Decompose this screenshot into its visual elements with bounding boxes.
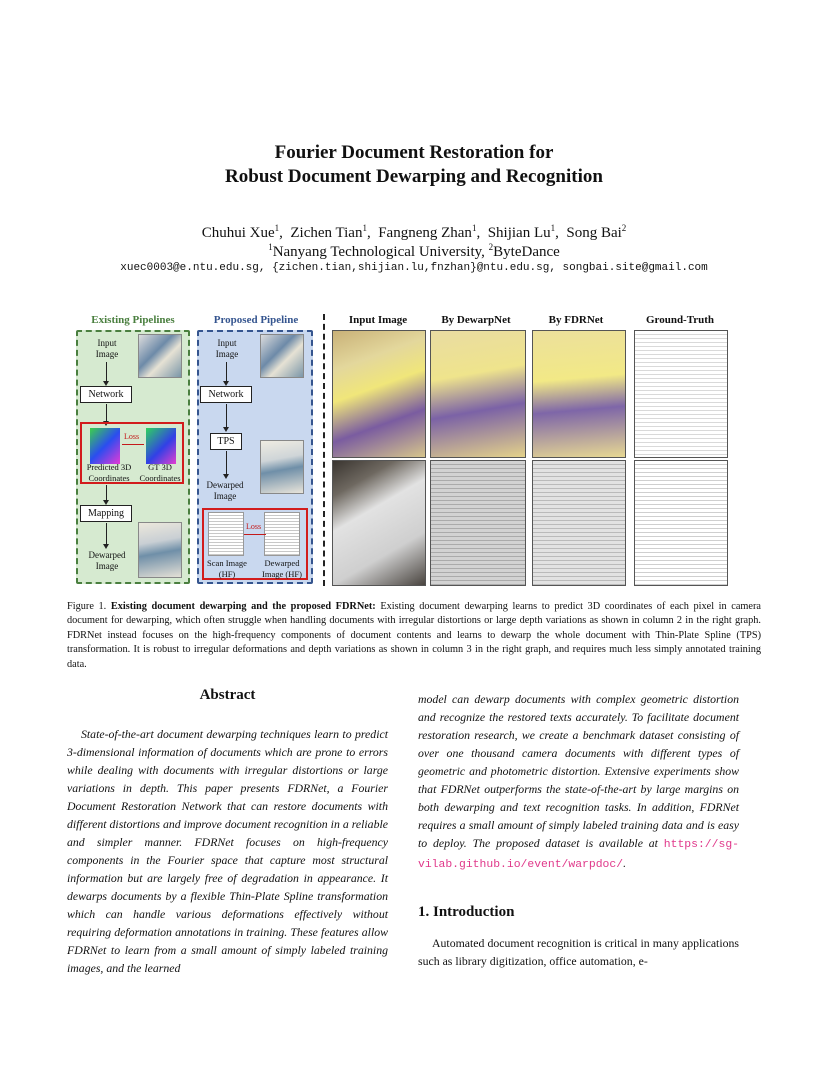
input-image-label bbox=[86, 338, 128, 360]
dewarped-line: Image bbox=[213, 491, 237, 501]
author-list: Chuhui Xue$^1$, Zichen Tian$^1$, Fangneng Zhan$^1$, Shijian Lu$^1$, Song Bai$^2$ bbox=[201, 223, 627, 241]
author-affil-sup: 1 bbox=[274, 223, 280, 233]
mapping-box: Mapping bbox=[80, 505, 132, 522]
input-label-line: Image bbox=[215, 349, 239, 359]
input-label-line: Image bbox=[95, 349, 119, 359]
abstract-right-column bbox=[418, 690, 739, 874]
flow-arrow bbox=[106, 523, 107, 545]
dewarped-line: Dewarped bbox=[88, 550, 126, 560]
affil-sup: 1 bbox=[268, 242, 273, 252]
figure-caption bbox=[67, 600, 761, 672]
caption-text: Existing document dewarping learns to predict 3D coordinates of each pixel in camera document for dewarping, which often struggle when handling documents with irregular distortions or large depth variations as shown in column 2 in the right graph. FDRNet instead focuses on the high-frequency components of document contents and learns to dewarp the whole document with Thin-Plate Spline (TPS) transformation. It is robust to irregular deformations and depth variations as shown in column 3 in the right graph, and requires much less simply annotated training data. bbox=[67, 601, 761, 670]
title-line-1: Fourier Document Restoration for bbox=[274, 142, 554, 163]
input-label-line: Input bbox=[97, 338, 117, 348]
dataset-link[interactable]: https://sg-vilab.github.io/event/warpdoc/ bbox=[418, 839, 739, 871]
abstract-left-column: State-of-the-art document dewarping techniques learn to predict 3-dimensional information of documents which are prone to errors while dealing with documents with irregular distortions or large variations in depth. This paper presents FDRNet, a Fourier Document Restoration Network that can restore documents with different distortions and improve document recognition in a reliable and simpler manner. FDRNet focuses on high-frequency components in the Fourier space that capture most structural information but are largely free of degradation in appearance. It dewarps documents by a flexible Thin-Plate Spline transformation which can handle various deformations effectively without requiring deformation annotations in training. These features allow FDRNet to learn from a small amount of simply labeled training images, and the learned bbox=[67, 727, 388, 975]
flow-arrow bbox=[106, 362, 107, 382]
tps-dewarped-thumbnail bbox=[260, 440, 304, 494]
author-affil-sup: 2 bbox=[621, 223, 627, 233]
input-image-label bbox=[206, 338, 248, 360]
author: Zichen Tian bbox=[290, 225, 363, 241]
flow-arrow bbox=[106, 485, 107, 501]
scan-line: (HF) bbox=[218, 569, 236, 579]
col-header-ground-truth: Ground-Truth bbox=[645, 314, 715, 326]
flow-arrow bbox=[106, 404, 107, 422]
input-document-thumbnail bbox=[260, 334, 304, 378]
abstract-right-text: model can dewarp documents with complex geometric distortion and recognize the restored texts accurately. To facilitate document restoration research, we create a benchmark dataset consisting of over one thousand camera documents with different types of geometric and photometric distortion. Extensive experiments show that FDRNet outperforms the state-of-the-art by large margins on both dewarping and text recognition tasks. In addition, FDRNet requires a small amount of simply labeled training data and is easy to deploy. The proposed dataset is available at bbox=[418, 692, 739, 850]
proposed-pipeline-heading: Proposed Pipeline bbox=[213, 314, 299, 326]
gt3d-line: GT 3D bbox=[148, 462, 172, 472]
dewarped-document-thumbnail bbox=[138, 522, 182, 578]
scan-image-label bbox=[204, 558, 250, 580]
tps-box: TPS bbox=[210, 433, 242, 450]
dewarped-image-label bbox=[202, 480, 248, 502]
flow-arrow bbox=[226, 362, 227, 382]
gt-3d-label bbox=[136, 462, 184, 484]
loss-arrow bbox=[244, 534, 266, 535]
network-box: Network bbox=[200, 386, 252, 403]
col-header-input: Input Image bbox=[348, 314, 408, 326]
affil-sup: 2 bbox=[488, 242, 494, 252]
figure-1 bbox=[66, 312, 728, 590]
existing-pipelines-heading: Existing Pipelines bbox=[91, 314, 175, 326]
pred3d-line: Predicted 3D bbox=[86, 462, 132, 472]
author-affil-sup: 1 bbox=[362, 223, 367, 233]
gt3d-line: Coordinates bbox=[139, 473, 181, 483]
author: Song Bai bbox=[566, 225, 622, 241]
loss-label: Loss bbox=[124, 432, 140, 441]
author: Shijian Lu bbox=[487, 225, 551, 241]
ground-truth-magazine bbox=[634, 330, 728, 458]
dewarpnet-magazine-result bbox=[430, 330, 526, 458]
fdrnet-magazine-result bbox=[532, 330, 626, 458]
dewarped-line: Dewarped bbox=[206, 480, 244, 490]
author: Fangneng Zhan bbox=[378, 225, 472, 241]
gt-3d-coord-map bbox=[146, 428, 176, 464]
abstract-heading: Abstract bbox=[199, 687, 256, 703]
dewarped-hf-label bbox=[258, 558, 306, 580]
flow-arrow bbox=[226, 451, 227, 475]
fdrnet-table-result bbox=[532, 460, 626, 586]
predicted-3d-label bbox=[84, 462, 134, 484]
scan-line: Scan Image bbox=[207, 558, 247, 568]
input-document-thumbnail bbox=[138, 334, 182, 378]
author-emails: xuec0003@e.ntu.edu.sg, {zichen.tian,shijian.lu,fnzhan}@ntu.edu.sg, songbai.site@gmail.com bbox=[120, 262, 708, 274]
paper-title bbox=[0, 141, 828, 189]
flow-arrow bbox=[226, 404, 227, 428]
caption-label: Figure 1. bbox=[67, 601, 107, 612]
input-magazine-image bbox=[332, 330, 426, 458]
author-affil-sup: 1 bbox=[550, 223, 556, 233]
dewarped-image-hf bbox=[264, 512, 300, 556]
affiliations bbox=[0, 238, 828, 262]
author: Chuhui Xue bbox=[201, 225, 275, 241]
introduction-text: Automated document recognition is critical in many applications such as library digitization, office automation, e- bbox=[418, 936, 739, 968]
ground-truth-table bbox=[634, 460, 728, 586]
scan-image-hf bbox=[208, 512, 244, 556]
dewarped-line: Image bbox=[95, 561, 119, 571]
dew-hf-line: Dewarped bbox=[264, 558, 300, 568]
title-line-2: Robust Document Dewarping and Recognition bbox=[225, 166, 603, 187]
input-table-image bbox=[332, 460, 426, 586]
dewarpnet-table-result bbox=[430, 460, 526, 586]
author-affil-sup: 1 bbox=[471, 223, 477, 233]
caption-bold: Existing document dewarping and the proposed FDRNet: bbox=[110, 601, 376, 612]
loss-arrow bbox=[122, 444, 144, 445]
figure-separator bbox=[323, 314, 325, 586]
pred3d-line: Coordinates bbox=[88, 473, 130, 483]
dew-hf-line: Image (HF) bbox=[262, 569, 302, 579]
affiliation-2: ByteDance bbox=[493, 244, 560, 260]
predicted-3d-coord-map bbox=[90, 428, 120, 464]
loss-label: Loss bbox=[246, 522, 262, 531]
abstract-right-end: . bbox=[623, 856, 627, 870]
affiliation-1: Nanyang Technological University, bbox=[272, 244, 489, 260]
dewarped-image-label bbox=[84, 550, 130, 572]
input-label-line: Input bbox=[217, 338, 237, 348]
col-header-dewarpnet: By DewarpNet bbox=[441, 314, 511, 326]
col-header-fdrnet: By FDRNet bbox=[548, 314, 604, 326]
introduction-heading: 1. Introduction bbox=[418, 904, 515, 920]
network-box: Network bbox=[80, 386, 132, 403]
